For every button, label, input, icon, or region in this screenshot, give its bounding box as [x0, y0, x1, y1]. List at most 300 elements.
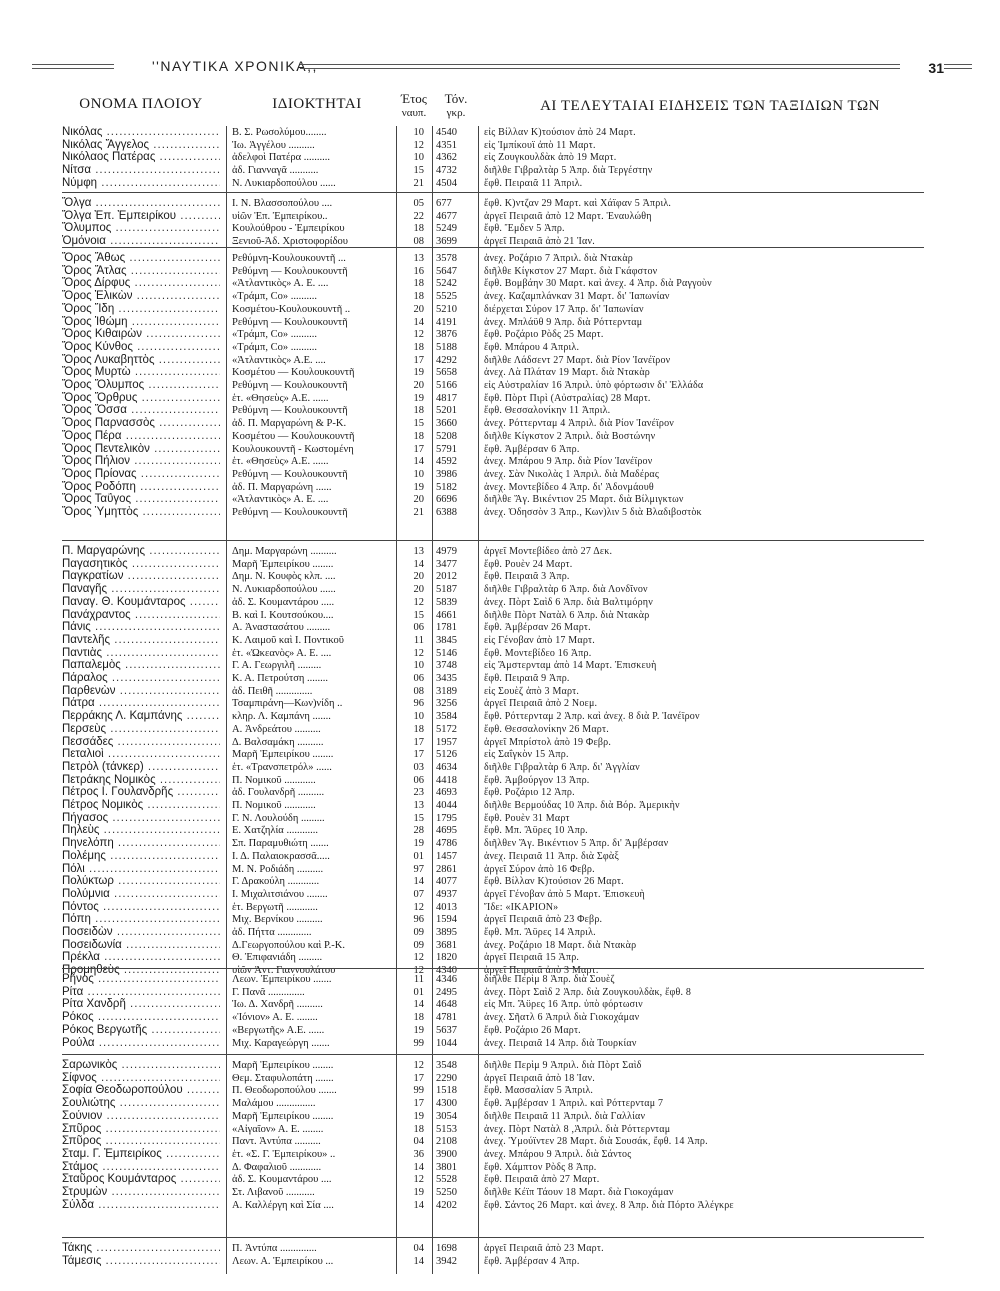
table-row — [0, 863, 1000, 876]
ship-name: Περράκης Λ. Καμπάνης ..... — [62, 710, 220, 723]
col-tons-2: γκρ. — [446, 107, 466, 119]
build-year: 03 — [413, 761, 424, 773]
ship-name: Παγκρατίων ..... — [62, 570, 220, 583]
ship-name: Σίφνος ..... — [62, 1072, 220, 1085]
gross-tons: 6696 — [436, 494, 457, 506]
build-year: 18 — [413, 723, 424, 735]
table-row — [0, 973, 1000, 986]
latest-news: ἀργεῖ Πειραιᾶ ἀπὸ 23 Φεβρ. — [484, 914, 603, 926]
build-year: 12 — [413, 901, 424, 913]
ship-name: Ὁμόνοια ..... — [62, 235, 220, 248]
build-year: 21 — [413, 507, 424, 518]
table-row — [0, 354, 1000, 367]
gross-tons: 3845 — [436, 634, 457, 646]
owner: Ν. Λυκιαρδοπούλου ...... — [232, 584, 336, 596]
ship-name: Ρούλα ..... — [62, 1037, 220, 1050]
build-year: 13 — [413, 800, 424, 811]
ship-name: Πάτρα ..... — [62, 697, 220, 710]
ship-name: Σταῦρος Κουμάνταρος ..... — [62, 1173, 220, 1186]
latest-news: ἀνεχ. Πὸρτ Σαὶδ 2 Ἀπρ. διὰ Ζουγκουλδὰκ, ἔφθ. 8 — [484, 986, 692, 998]
gross-tons: 5146 — [436, 647, 457, 659]
ship-name: Σοφία Θεοδωροπούλου ..... — [62, 1084, 220, 1097]
ship-name: Πολύκτωρ ..... — [62, 875, 220, 888]
table-row — [0, 596, 1000, 609]
owner: υἱῶν Ἐπ. Ἐμπειρίκου.. — [232, 210, 328, 222]
ship-name: Πετρὸλ (τάνκερ) ..... — [62, 761, 220, 774]
gross-tons: 677 — [436, 198, 452, 209]
owner: «Ἀτλαντικὸς» Α.Ε. .... — [232, 354, 326, 366]
table-row — [0, 210, 1000, 223]
table-row — [0, 139, 1000, 152]
owner: Ι. Μιχαλιτσιάνου ........ — [232, 888, 328, 900]
gross-tons: 4191 — [436, 316, 457, 328]
owner: ἑτ. «Τρανσπετρόλ» ...... — [232, 761, 332, 773]
build-year: 17 — [413, 354, 424, 366]
build-year: 14 — [413, 1255, 424, 1267]
ship-name: Παπαλεμὸς ..... — [62, 659, 220, 672]
table-row — [0, 164, 1000, 177]
latest-news: ἀνεχ. Πειραιᾶ 14 Ἀπρ. διὰ Τουρκίαν — [484, 1037, 637, 1049]
latest-news: διῆλθε Γιβραλτὰρ 5 Ἀπρ. διὰ Τεργέστην — [484, 165, 653, 177]
owner: υἱῶν Ἀντ. Γιαννουλάτου — [232, 965, 336, 977]
gross-tons: 3801 — [436, 1161, 457, 1173]
latest-news: ἀνεχ. Ὀδησσὸν 3 Ἀπρ., Κων)λιν 5 διὰ Βλαδιβοστὸκ — [484, 507, 702, 518]
build-year: 13 — [413, 546, 424, 557]
owner: Π. Νομικοῦ ............ — [232, 774, 316, 786]
latest-news: ἀνεχ. Ροζάριο 18 Μαρτ. διὰ Ντακὰρ — [484, 939, 637, 951]
owner: Δ.Γεωργοπούλου καὶ Ρ.-Κ. — [232, 939, 345, 951]
gross-tons: 4695 — [436, 825, 457, 837]
ship-name: Ρίτα Χανδρῆ ..... — [62, 998, 220, 1011]
latest-news: ἔφθ. Θεσσαλονίκην 11 Ἀπριλ. — [484, 405, 611, 417]
latest-news: ἔφθ. Θεσσαλονίκην 26 Μαρτ. — [484, 723, 609, 735]
latest-news: ἀργεῖ Πειραιᾶ ἀπὸ 2 Νοεμ. — [484, 698, 598, 710]
gross-tons: 5126 — [436, 749, 457, 761]
gross-tons: 4661 — [436, 609, 457, 621]
gross-tons: 5658 — [436, 367, 457, 379]
ship-name: Ὄρος Ταΰγος ..... — [62, 493, 220, 506]
ship-name: Νικόλαος Πατέρας ..... — [62, 151, 220, 164]
ship-name: Στρυμὼν ..... — [62, 1186, 220, 1199]
table-row — [0, 430, 1000, 443]
latest-news: ἔφθ. Ροζάριο 12 Ἀπρ. — [484, 787, 575, 799]
latest-news: ἀνεχ. Σῆατλ 6 Ἀπριλ διὰ Γιοκοχάμαν — [484, 1012, 640, 1024]
owner: Γ. Δρακούλη ............ — [232, 876, 320, 888]
latest-news: ἔφθ. Βίλλαν Κ)τούσιον 26 Μαρτ. — [484, 876, 624, 888]
ship-name: Πεταλιοὶ ..... — [62, 748, 220, 761]
build-year: 15 — [413, 812, 424, 824]
gross-tons: 5182 — [436, 481, 457, 493]
owner: ἑτ. «Θησεὺς» Α.Ε. ...... — [232, 456, 329, 468]
gross-tons: 3942 — [436, 1255, 457, 1267]
latest-news: ἀργεῖ Πειραιᾶ 15 Ἀπρ. — [484, 952, 580, 964]
gross-tons: 4044 — [436, 800, 457, 811]
ship-name: Πήγασος ..... — [62, 812, 220, 825]
build-year: 06 — [413, 622, 424, 634]
ship-name: Ρῆνος ..... — [62, 973, 220, 986]
table-row — [0, 277, 1000, 290]
owner: Β. καὶ Ι. Κουτσούκου.... — [232, 609, 334, 621]
owner: ἀδ. Πειθῆ .............. — [232, 685, 313, 697]
build-year: 23 — [413, 787, 424, 799]
owner: Ι. Ν. Βλασσοπούλου .... — [232, 198, 333, 209]
gross-tons: 4418 — [436, 774, 457, 786]
ship-name: Σούνιον ..... — [62, 1110, 220, 1123]
gross-tons: 4351 — [436, 139, 457, 151]
table-row — [0, 468, 1000, 481]
build-year: 96 — [413, 914, 424, 926]
ship-name: Ὄρος Ἑλικὼν ..... — [62, 290, 220, 303]
latest-news: διέρχεται Σύρον 17 Ἀπρ. δι' Ἰαπωνίαν — [484, 303, 644, 315]
latest-news: ἀνεχ. Σὰν Νικολὰς 1 Ἀπριλ. διὰ Μαδέρας — [484, 468, 660, 480]
gross-tons: 4781 — [436, 1012, 457, 1024]
table-row — [0, 455, 1000, 468]
gross-tons: 1820 — [436, 952, 457, 964]
ship-name: Ὄρος Κύνθος ..... — [62, 341, 220, 354]
table-row — [0, 328, 1000, 341]
ship-name: Παντελῆς ..... — [62, 634, 220, 647]
ship-name: Πέτρος Νομικὸς ..... — [62, 799, 220, 812]
build-year: 12 — [413, 1060, 424, 1071]
build-year: 96 — [413, 698, 424, 710]
gross-tons: 5528 — [436, 1174, 457, 1186]
gross-tons: 3748 — [436, 660, 457, 672]
journal-title: ''ΝΑΥΤΙΚΑ ΧΡΟΝΙΚΑ,, — [152, 58, 318, 74]
build-year: 19 — [413, 1024, 424, 1036]
owner: Ρεθύμνη — Κουλουκουντῆ — [232, 380, 348, 391]
page-header — [32, 56, 972, 82]
owner: Κοσμέτου-Κουλουκουντῆ .. — [232, 303, 351, 315]
owner: «Ἰόνιον» Α. Ε. ........ — [232, 1012, 318, 1024]
owner: ἀδ. Π. Μαργαρώνη & Ρ-Κ. — [232, 418, 347, 430]
table-row — [0, 1135, 1000, 1148]
gross-tons: 4202 — [436, 1199, 457, 1211]
owner: Μαρῆ Ἐμπειρίκου ........ — [232, 1060, 334, 1071]
build-year: 11 — [413, 974, 424, 985]
gross-tons: 5187 — [436, 584, 457, 596]
owner: Γ. Πανᾶ .............. — [232, 986, 305, 998]
table-row — [0, 986, 1000, 999]
build-year: 12 — [413, 329, 424, 341]
ship-name: Ὄρος Ὄσσα ..... — [62, 404, 220, 417]
build-year: 19 — [413, 838, 424, 850]
build-year: 17 — [413, 749, 424, 761]
table-row — [0, 1242, 1000, 1255]
build-year: 18 — [413, 405, 424, 417]
gross-tons: 5839 — [436, 596, 457, 608]
build-year: 18 — [413, 341, 424, 353]
gross-tons: 2861 — [436, 863, 457, 875]
build-year: 20 — [413, 380, 424, 391]
gross-tons: 1518 — [436, 1085, 457, 1097]
ship-name: Ποσειδὼν ..... — [62, 926, 220, 939]
gross-tons: 1957 — [436, 736, 457, 748]
table-row — [0, 824, 1000, 837]
table-row — [0, 951, 1000, 964]
page-number: 31 — [928, 60, 944, 76]
owner: Α. Καλλέργη καὶ Σία .... — [232, 1199, 334, 1211]
owner: Ρεθύμνη — Κουλουκουντῆ — [232, 507, 348, 518]
owner: ἑτ. «Θησεὺς» Α.Ε. ...... — [232, 392, 329, 404]
ship-name: Ὄρος Ὄλυμπος ..... — [62, 379, 220, 392]
build-year: 14 — [413, 999, 424, 1011]
owner: «Αἰγαῖον» Α. Ε. ........ — [232, 1123, 324, 1135]
table-row — [0, 888, 1000, 901]
table-row — [0, 1186, 1000, 1199]
owner: «Ἀτλαντικὸς» Α. Ε. .... — [232, 278, 329, 290]
latest-news: ἀργεῖ Σύρον ἀπὸ 16 Φεβρ. — [484, 863, 595, 875]
ship-name: Πάραλος ..... — [62, 672, 220, 685]
build-year: 19 — [413, 1187, 424, 1198]
gross-tons: 5188 — [436, 341, 457, 353]
owner: ἀδ. Πήττα ............. — [232, 927, 312, 938]
table-row — [0, 1097, 1000, 1110]
owner: «Ἀτλαντικὸς» Α. Ε. .... — [232, 494, 329, 506]
build-year: 20 — [413, 571, 424, 583]
build-year: 14 — [413, 558, 424, 570]
latest-news: ἀνεχ. Ρόττερνταμ 4 Ἀπριλ. διὰ Ρίον Ἰανέϊρον — [484, 418, 675, 430]
gross-tons: 2495 — [436, 986, 457, 998]
ship-name: Περσεὺς ..... — [62, 723, 220, 736]
build-year: 19 — [413, 392, 424, 404]
owner: Ρεθύμνη — Κουλουκουντῆ — [232, 405, 348, 417]
latest-news: διῆλθε Ἅγ. Βικέντιον 25 Μαρτ. διὰ Βίλμιγκτων — [484, 494, 684, 506]
ship-name: Πέτρος Ι. Γουλανδρῆς ..... — [62, 786, 220, 799]
gross-tons: 1781 — [436, 622, 457, 634]
gross-tons: 4540 — [436, 127, 457, 138]
build-year: 12 — [413, 596, 424, 608]
build-year: 09 — [413, 927, 424, 938]
owner: ἑτ. «Σ. Γ. Ἐμπειρίκου» .. — [232, 1148, 336, 1160]
latest-news: ἀνεχ. Μπάρου 9 Ἀπρ. διὰ Ρίον Ἰανέϊρον — [484, 456, 653, 468]
ship-name: Ρόκος ..... — [62, 1011, 220, 1024]
owner: ἀδ. Γιανναγᾶ ........... — [232, 165, 319, 177]
owner: Ν. Λυκιαρδοπούλου ...... — [232, 177, 336, 189]
gross-tons: 5525 — [436, 291, 457, 303]
owner: Δ. Βαλσαμάκη .......... — [232, 736, 324, 748]
build-year: 17 — [413, 1072, 424, 1084]
build-year: 99 — [413, 1037, 424, 1049]
latest-news: ἀνεχ. Καζαμπλάνκαν 31 Μαρτ. δι' Ἰαπωνίαν — [484, 291, 670, 303]
owner: Παντ. Ἀντύπα .......... — [232, 1136, 321, 1148]
gross-tons: 4732 — [436, 165, 457, 177]
ship-name: Πετράκης Νομικὸς ..... — [62, 774, 220, 787]
table-row — [0, 1110, 1000, 1123]
table-row — [0, 926, 1000, 939]
table-row — [0, 774, 1000, 787]
ship-name: Πανάχραντος ..... — [62, 609, 220, 622]
ship-name: Στάμος ..... — [62, 1161, 220, 1174]
owner: Π. Ἀντύπα .............. — [232, 1243, 317, 1254]
latest-news: εἰς Αὐστραλίαν 16 Ἀπριλ. ὑπὸ φόρτωσιν δι' Ἑλλάδα — [484, 380, 704, 391]
latest-news: διῆλθε Πειραιᾶ 11 Ἀπριλ. διὰ Γαλλίαν — [484, 1110, 646, 1122]
owner: «Τράμπ, Co» .......... — [232, 341, 317, 353]
latest-news: εἰς Βίλλαν Κ)τούσιον ἀπὸ 24 Μαρτ. — [484, 127, 636, 138]
gross-tons: 4292 — [436, 354, 457, 366]
ship-name: Παναγῆς ..... — [62, 583, 220, 596]
owner: «Βεργωτῆς» Α.Ε. ...... — [232, 1024, 325, 1036]
gross-tons: 2290 — [436, 1072, 457, 1084]
ship-name: Τάκης ..... — [62, 1242, 220, 1255]
gross-tons: 3900 — [436, 1148, 457, 1160]
group-divider — [62, 247, 924, 248]
latest-news: ἔφθ. Ρόττερνταμ 2 Ἀπρ. καὶ ἀνεχ. 8 διὰ Ρ. Ἰανέϊρον — [484, 711, 700, 723]
table-row — [0, 197, 1000, 210]
build-year: 12 — [413, 952, 424, 964]
build-year: 13 — [413, 253, 424, 264]
gross-tons: 2108 — [436, 1136, 457, 1148]
latest-news: εἰς Ἄμστερνταμ ἀπὸ 14 Μαρτ. Ἐπισκευὴ — [484, 660, 657, 672]
table-row — [0, 545, 1000, 558]
ship-name: Σταμ. Γ. Ἐμπειρίκος ..... — [62, 1148, 220, 1161]
owner: Μ. Ν. Ροδιάδη .......... — [232, 863, 324, 875]
group-divider — [62, 1054, 924, 1055]
owner: ἑτ. «Ὠκεανὸς» Α. Ε. .... — [232, 647, 332, 659]
table-row — [0, 875, 1000, 888]
ship-name: Παντιὰς ..... — [62, 647, 220, 660]
owner: Δ. Φαφαλιοῦ ............ — [232, 1161, 322, 1173]
table-row — [0, 609, 1000, 622]
gross-tons: 3876 — [436, 329, 457, 341]
ship-name: Ὄρος Ἴδη ..... — [62, 303, 220, 316]
gross-tons: 3477 — [436, 558, 457, 570]
table-row — [0, 621, 1000, 634]
owner: ἀδ. Π. Μαργαρώνη ...... — [232, 481, 332, 493]
gross-tons: 3895 — [436, 927, 457, 938]
latest-news: διῆλθε Κέϊπ Τάουν 18 Μαρτ. διὰ Γιοκοχάμαν — [484, 1187, 674, 1198]
build-year: 12 — [413, 1174, 424, 1186]
ship-name: Ὄρος Δίρφυς ..... — [62, 277, 220, 290]
ship-name: Ὄρος Ὄρθρυς ..... — [62, 392, 220, 405]
table-row — [0, 901, 1000, 914]
gross-tons: 5637 — [436, 1024, 457, 1036]
ship-name: Σπῦρος ..... — [62, 1123, 220, 1136]
gross-tons: 4592 — [436, 456, 457, 468]
build-year: 18 — [413, 1123, 424, 1135]
build-year: 99 — [413, 1085, 424, 1097]
gross-tons: 4300 — [436, 1098, 457, 1110]
header-rule-left — [32, 64, 114, 69]
gross-tons: 4693 — [436, 787, 457, 799]
gross-tons: 5791 — [436, 443, 457, 455]
gross-tons: 5166 — [436, 380, 457, 391]
group-divider — [62, 1237, 924, 1238]
latest-news: εἰς Σουὲζ ἀπὸ 3 Μαρτ. — [484, 685, 580, 697]
latest-news: ἀνεχ. Πειραιᾶ 11 Ἀπρ. διὰ Σφὰξ — [484, 850, 619, 862]
table-row — [0, 710, 1000, 723]
ship-name: Παγασητικὸς ..... — [62, 558, 220, 571]
table-row — [0, 126, 1000, 139]
owner: Ρεθύμνη — Κουλουκουντῆ — [232, 316, 348, 328]
build-year: 28 — [413, 825, 424, 837]
latest-news: ἔφθ. Ρουὲν 24 Μαρτ. — [484, 558, 573, 570]
gross-tons: 3578 — [436, 253, 457, 264]
owner: Μαρῆ Ἐμπειρίκου ........ — [232, 1110, 334, 1122]
build-year: 19 — [413, 1110, 424, 1122]
build-year: 14 — [413, 876, 424, 888]
latest-news: ἔφθ. Κ)ντζαν 29 Μαρτ. καὶ Χάϊφαν 5 Ἀπριλ. — [484, 198, 672, 209]
latest-news: διῆλθε Περὶμ 9 Ἀπριλ. διὰ Πὸρτ Σαὶδ — [484, 1060, 642, 1071]
owner: Ἰω. Δ. Χανδρῆ .......... — [232, 999, 323, 1011]
gross-tons: 1698 — [436, 1243, 457, 1254]
gross-tons: 6388 — [436, 507, 457, 518]
gross-tons: 1044 — [436, 1037, 457, 1049]
build-year: 10 — [413, 711, 424, 723]
group-divider — [62, 192, 924, 193]
owner: Β. Σ. Ρωσολύμου........ — [232, 127, 327, 138]
owner: «Τράμπ, Co» .......... — [232, 291, 317, 303]
owner: Κ. Α. Πετρούτση ........ — [232, 673, 328, 684]
build-year: 01 — [413, 986, 424, 998]
col-tons-1: Τόν. — [444, 91, 468, 106]
build-year: 36 — [413, 1148, 424, 1160]
owner: ἀδ. Σ. Κουμαντάρου .... — [232, 1174, 332, 1186]
build-year: 15 — [413, 609, 424, 621]
latest-news: διῆλθε Πὸρτ Νατὰλ 6 Ἀπρ. διὰ Ντακὰρ — [484, 609, 650, 621]
build-year: 12 — [413, 647, 424, 659]
table-row — [0, 558, 1000, 571]
gross-tons: 4979 — [436, 546, 457, 557]
ship-name: Πηλεὺς ..... — [62, 824, 220, 837]
table-row — [0, 1123, 1000, 1136]
table-row — [0, 151, 1000, 164]
table-row — [0, 506, 1000, 519]
gross-tons: 3584 — [436, 711, 457, 723]
ship-name: Ρίτα ..... — [62, 986, 220, 999]
gross-tons: 5210 — [436, 303, 457, 315]
build-year: 17 — [413, 443, 424, 455]
ship-name: Πρέκλα ..... — [62, 951, 220, 964]
table-row — [0, 493, 1000, 506]
latest-news: ἔφθ. Ἀμβέρσαν 26 Μαρτ. — [484, 622, 591, 634]
build-year: 05 — [413, 198, 424, 209]
group-divider — [62, 968, 924, 969]
gross-tons: 5242 — [436, 278, 457, 290]
table-row — [0, 1059, 1000, 1072]
latest-news: ἔφθ. Μπ. Ἄϋρες 10 Ἀπρ. — [484, 825, 588, 837]
build-year: 14 — [413, 1161, 424, 1173]
build-year: 01 — [413, 850, 424, 862]
table-row — [0, 1072, 1000, 1085]
table-row — [0, 252, 1000, 265]
ship-name: Ὄρος Πρίονας ..... — [62, 468, 220, 481]
table-row — [0, 1255, 1000, 1268]
gross-tons: 4346 — [436, 974, 457, 985]
table-row — [0, 812, 1000, 825]
gross-tons: 2012 — [436, 571, 457, 583]
gross-tons: 4817 — [436, 392, 457, 404]
latest-news: ἔφθ. Σάντος 26 Μαρτ. καὶ ἀνεχ. 8 Ἀπρ. διὰ Πόρτο Ἀλέγκρε — [484, 1199, 734, 1211]
ship-name: Ρόκος Βεργωτῆς ..... — [62, 1024, 220, 1037]
table-row — [0, 685, 1000, 698]
ship-name: Ὄρος Λυκαβηττὸς ..... — [62, 354, 220, 367]
table-row — [0, 998, 1000, 1011]
latest-news: ἔφθ. Πειραιᾶ 3 Ἀπρ. — [484, 571, 570, 583]
table-row — [0, 913, 1000, 926]
ship-name: Ὄρος Ὑμηττὸς ..... — [62, 506, 220, 519]
build-year: 14 — [413, 1199, 424, 1211]
build-year: 18 — [413, 1012, 424, 1024]
latest-news: ἀργεῖ Πειραιᾶ ἀπὸ 23 Μαρτ. — [484, 1243, 604, 1254]
build-year: 17 — [413, 1098, 424, 1110]
col-year-2: ναυπ. — [401, 107, 427, 119]
build-year: 15 — [413, 165, 424, 177]
gross-tons: 5208 — [436, 430, 457, 442]
build-year: 10 — [413, 127, 424, 138]
latest-news: ἀργεῖ Γένοβαν ἀπὸ 5 Μαρτ. Ἐπισκευὴ — [484, 888, 645, 900]
build-year: 14 — [413, 316, 424, 328]
owner: Γ. Ν. Λουλούδη ......... — [232, 812, 325, 824]
